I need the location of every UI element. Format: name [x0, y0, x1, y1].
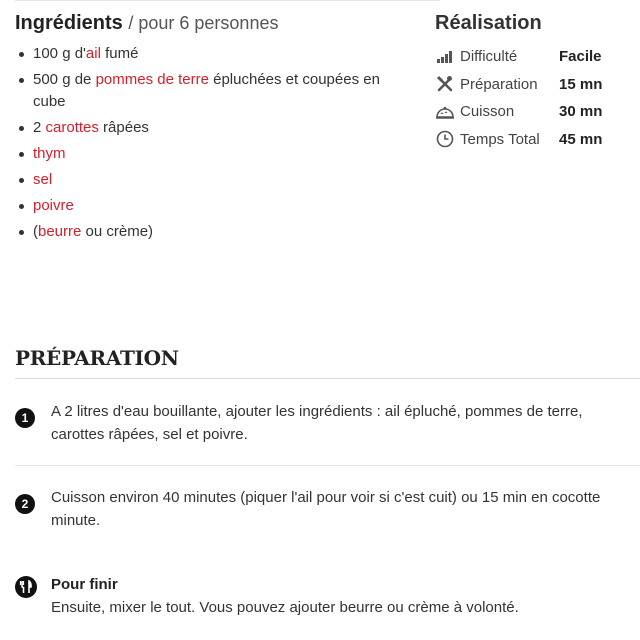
step-text: Cuisson environ 40 minutes (piquer l'ail pour voir si c'est cuit) ou 15 min en cocotte minute.: [51, 489, 601, 529]
ingredient-link[interactable]: carottes: [45, 119, 99, 136]
meta-value: 15 mn: [559, 75, 603, 93]
ingredient-text: fumé: [100, 45, 139, 62]
ingredients-title: Ingrédients: [15, 12, 123, 34]
preparation-divider: [15, 378, 640, 379]
ingredient-link[interactable]: ail: [85, 45, 101, 62]
list-item: [15, 169, 415, 191]
recipe-meta: [435, 43, 640, 153]
finish-content: [51, 573, 519, 619]
realisation-section: [435, 12, 640, 153]
finish-title: Pour finir: [51, 576, 118, 593]
ingredients-list: [15, 43, 415, 243]
list-item: [15, 221, 415, 243]
list-item: [15, 117, 415, 139]
utensils-cross-icon: [435, 74, 455, 94]
step-divider: [15, 465, 640, 466]
servings-label: / pour 6 personnes: [128, 13, 279, 33]
difficulty-bars-icon: [435, 47, 455, 67]
step-2: [15, 486, 630, 532]
list-item: [15, 143, 415, 165]
top-divider: [15, 0, 440, 1]
ingredient-text: 500 g de: [33, 71, 96, 88]
ingredient-text: râpées: [98, 119, 149, 136]
meta-row-cuisson: [435, 98, 640, 126]
meta-label: Préparation: [460, 75, 538, 93]
meta-value: 45 mn: [559, 130, 603, 148]
step-number-badge: 1: [15, 408, 35, 428]
ingredient-link[interactable]: poivre: [33, 197, 74, 214]
ingredient-text: 2: [33, 119, 46, 136]
preparation-title: PRÉPARATION: [15, 346, 179, 370]
ingredient-link[interactable]: pommes de terre: [95, 71, 209, 88]
fork-knife-icon: [15, 576, 37, 598]
cooking-pot-icon: [435, 102, 455, 122]
finish-block: [15, 573, 630, 619]
ingredient-text: épluchées et coupées en cube: [33, 71, 380, 110]
list-item: [15, 69, 415, 113]
meta-value: Facile: [559, 48, 602, 66]
finish-text: Ensuite, mixer le tout. Vous pouvez ajouter beurre ou crème à volonté.: [51, 599, 519, 616]
ingredient-link[interactable]: beurre: [38, 223, 82, 240]
ingredient-text: (: [33, 223, 38, 240]
step-number-badge: 2: [15, 494, 35, 514]
meta-row-difficulty: [435, 43, 640, 71]
meta-label: Temps Total: [460, 130, 540, 148]
ingredient-text: ou crème): [81, 223, 154, 240]
ingredient-text: 100 g d': [33, 45, 86, 62]
meta-label: Cuisson: [460, 103, 515, 121]
meta-value: 30 mn: [559, 103, 603, 121]
meta-row-total-time: [435, 126, 640, 154]
step-text: A 2 litres d'eau bouillante, ajouter les ingrédients : ail épluché, pommes de terre, carottes râpées, sel et poivre.: [51, 403, 583, 443]
list-item: [15, 195, 415, 217]
ingredient-link[interactable]: thym: [33, 145, 66, 162]
list-item: [15, 43, 415, 65]
ingredient-link[interactable]: sel: [33, 171, 53, 188]
clock-icon: [435, 129, 455, 149]
meta-row-preparation: [435, 71, 640, 99]
step-1: [15, 400, 630, 446]
realisation-title: Réalisation: [435, 12, 542, 34]
ingredients-heading: [15, 12, 415, 35]
meta-label: Difficulté: [460, 48, 518, 66]
ingredients-section: [15, 12, 415, 247]
